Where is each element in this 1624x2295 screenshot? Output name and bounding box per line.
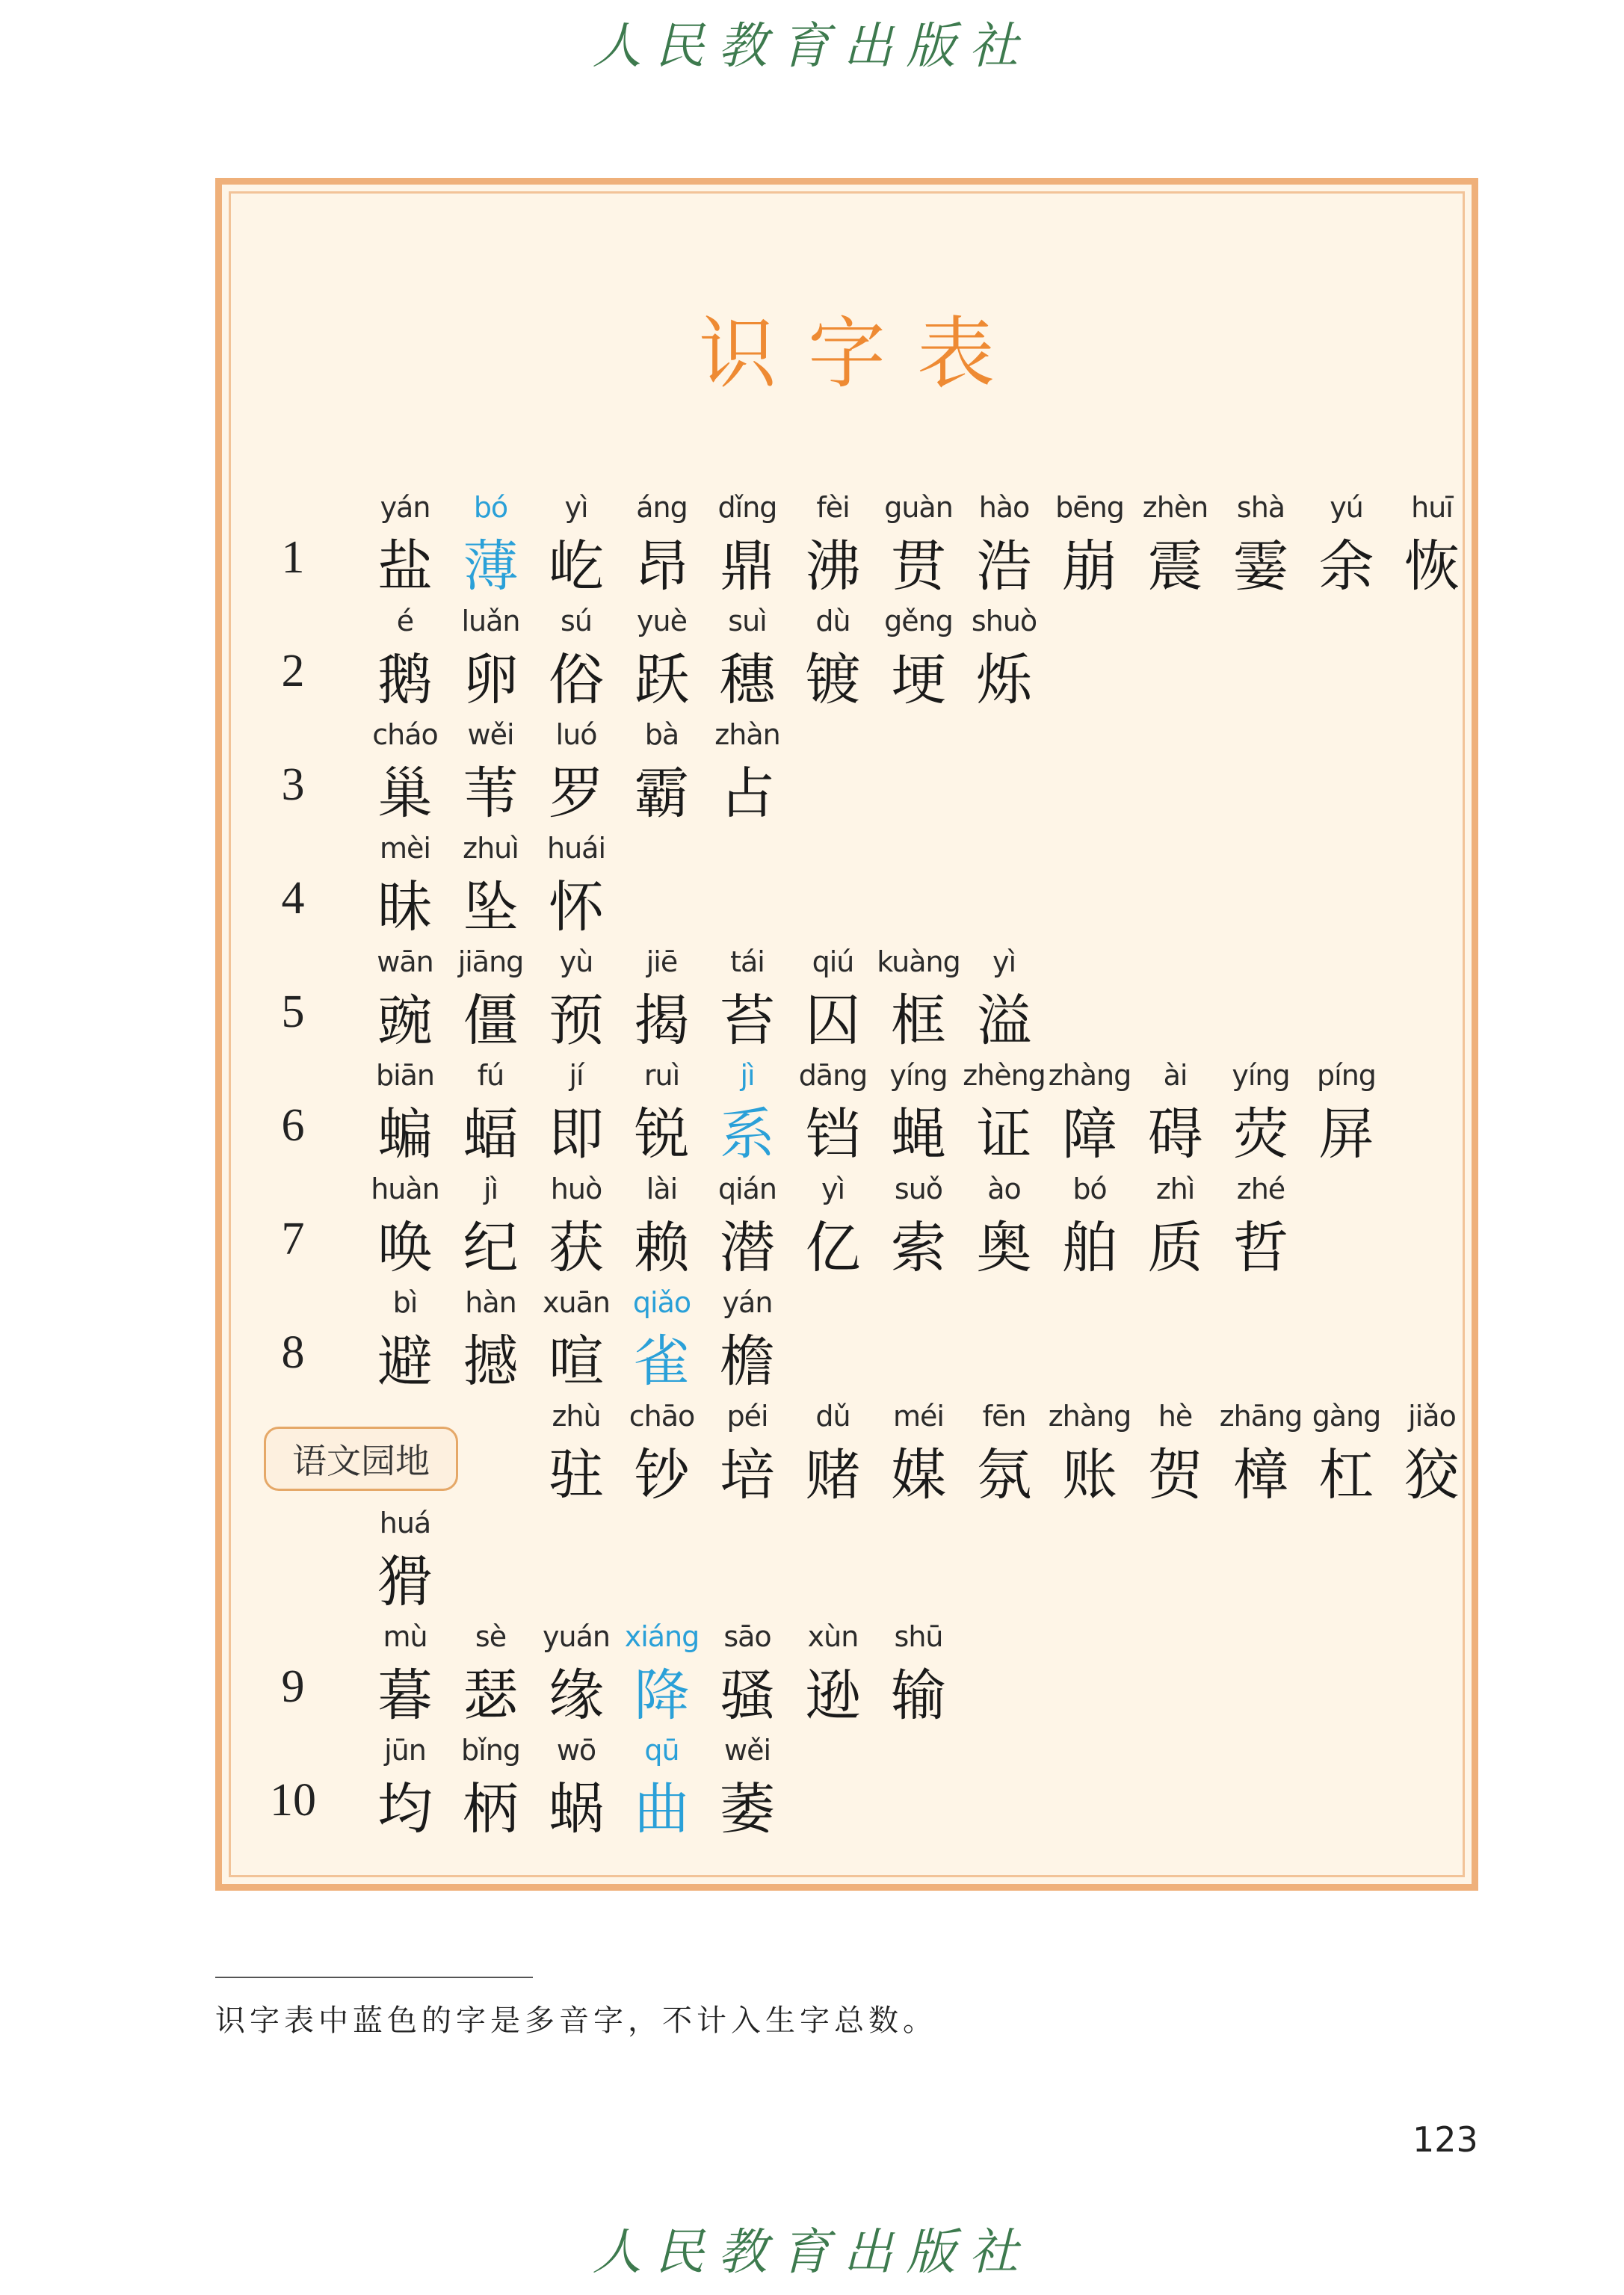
character-entry [791,605,876,717]
pinyin: zhèn [1142,491,1208,524]
character-entry [705,491,790,603]
hanzi: 亿 [805,1216,861,1280]
character-entry [448,1734,534,1846]
hanzi: 暮 [377,1664,433,1728]
character-entry [534,1734,619,1846]
pinyin: dù [815,605,850,637]
character-table-frame [215,178,1478,1891]
hanzi: 获 [549,1216,604,1280]
character-entry [534,1620,619,1732]
hanzi: 即 [549,1102,604,1167]
character-entry [1304,1059,1389,1171]
pinyin: yuán [543,1620,610,1653]
hanzi: 蝇 [891,1102,946,1167]
pinyin: bēng [1055,491,1124,524]
hanzi: 樟 [1233,1443,1288,1507]
hanzi: 溢 [976,989,1032,1053]
hanzi: 霸 [634,762,690,826]
hanzi: 杠 [1318,1443,1374,1507]
pinyin: wō [556,1734,596,1767]
character-entry [362,1173,448,1285]
pinyin: jiǎo [1408,1400,1456,1433]
character-entry [620,1400,705,1512]
character-entry [620,1059,705,1171]
pinyin: zhé [1236,1173,1285,1205]
lesson-number: 8 [281,1327,305,1378]
hanzi: 输 [891,1664,946,1728]
pinyin: jí [569,1059,584,1092]
character-entry [1047,1059,1132,1171]
pinyin: gàng [1312,1400,1381,1433]
character-entry [362,1059,448,1171]
footnote: 识字表中蓝色的字是多音字，不计入生字总数。 [215,2004,937,2038]
lesson-row [222,1507,1472,1619]
character-entry [620,1173,705,1285]
hanzi: 余 [1318,534,1374,599]
character-entry [962,491,1047,603]
lesson-row [222,1734,1472,1846]
hanzi: 柄 [463,1777,519,1841]
character-entry [1389,1400,1475,1512]
character-entry [705,718,790,830]
character-entry [1133,491,1218,603]
character-entry [362,605,448,717]
polyphone-character [448,491,534,603]
pinyin: bó [473,491,508,524]
character-entry [534,945,619,1057]
character-entry [534,491,619,603]
hanzi: 瑟 [463,1664,519,1728]
pinyin: sāo [723,1620,771,1653]
character-entry [534,605,619,717]
publisher-header-logo: 人民教育出版社 [592,17,1032,75]
lesson-row [222,832,1472,944]
character-entry [705,1620,790,1732]
hanzi: 浩 [976,534,1032,599]
character-entry [448,945,534,1057]
hanzi: 媒 [891,1443,946,1507]
hanzi: 蝠 [463,1102,519,1167]
hanzi: 索 [891,1216,946,1280]
pinyin: zhāng [1219,1400,1303,1433]
hanzi: 雀 [634,1329,690,1394]
character-entry [791,491,876,603]
character-entry [362,832,448,944]
pinyin: yán [722,1286,773,1319]
hanzi: 猾 [377,1550,433,1614]
hanzi: 账 [1062,1443,1117,1507]
pinyin: fèi [816,491,850,524]
hanzi: 钞 [634,1443,690,1507]
pinyin: yú [1330,491,1363,524]
hanzi: 镀 [805,648,861,712]
pinyin: jì [740,1059,755,1092]
pinyin: jiāng [457,945,524,978]
hanzi: 占 [720,762,775,826]
character-entry [620,605,705,717]
lesson-row [222,1173,1472,1285]
character-entry [534,1286,619,1398]
pinyin: tái [730,945,765,978]
lesson-number: 3 [281,759,305,810]
character-entry [1133,1059,1218,1171]
hanzi: 苔 [720,989,775,1053]
hanzi: 坠 [463,875,519,939]
character-entry [448,605,534,717]
pinyin: wěi [467,718,514,751]
character-entry [448,1173,534,1285]
pinyin: shuò [971,605,1037,637]
character-entry [620,945,705,1057]
pinyin: áng [636,491,688,524]
hanzi: 蝙 [377,1102,433,1167]
character-entry [534,1400,619,1512]
pinyin: huī [1411,491,1453,524]
hanzi: 降 [634,1664,690,1728]
lesson-number: 6 [281,1100,305,1151]
pinyin: luǎn [461,605,520,637]
pinyin: bà [644,718,679,751]
pinyin: zhàn [714,718,780,751]
hanzi: 骚 [720,1664,775,1728]
character-entry [962,605,1047,717]
hanzi: 驻 [549,1443,604,1507]
pinyin: huái [546,832,605,865]
character-entry [534,1173,619,1285]
pinyin: bì [392,1286,418,1319]
pinyin: yíng [1232,1059,1290,1092]
character-entry [1218,1400,1303,1512]
lesson-row [222,491,1472,603]
pinyin: biān [375,1059,435,1092]
hanzi: 撼 [463,1329,519,1394]
hanzi: 檐 [720,1329,775,1394]
polyphone-character [620,1286,705,1398]
hanzi: 震 [1147,534,1203,599]
pinyin: zhì [1155,1173,1195,1205]
pinyin: xùn [807,1620,859,1653]
lesson-row [222,1059,1472,1171]
pinyin: suǒ [894,1173,943,1205]
character-entry [362,1286,448,1398]
pinyin: yì [564,491,588,524]
character-entry [876,1620,961,1732]
pinyin: bǐng [461,1734,520,1767]
character-entry [362,1507,448,1619]
lesson-number: 5 [281,986,305,1037]
hanzi: 贯 [891,534,946,599]
character-entry [362,1620,448,1732]
pinyin: yuè [637,605,687,637]
hanzi: 豌 [377,989,433,1053]
hanzi: 俗 [549,648,604,712]
hanzi: 锐 [634,1102,690,1167]
hanzi: 喧 [549,1329,604,1394]
character-entry [791,1400,876,1512]
character-entry [1218,1173,1303,1285]
character-entry [448,1620,534,1732]
character-entry [791,945,876,1057]
hanzi: 唤 [377,1216,433,1280]
hanzi: 昧 [377,875,433,939]
pinyin: bó [1072,1173,1107,1205]
character-entry [1218,491,1303,603]
character-entry [362,1734,448,1846]
character-entry [1304,1400,1389,1512]
character-entry [962,1059,1047,1171]
polyphone-character [620,1620,705,1732]
character-entry [362,945,448,1057]
pinyin: huò [550,1173,602,1205]
character-entry [362,718,448,830]
hanzi: 霎 [1233,534,1288,599]
hanzi: 盐 [377,534,433,599]
hanzi: 障 [1062,1102,1117,1167]
pinyin: zhàng [1048,1059,1131,1092]
pinyin: zhuì [463,832,519,865]
pinyin: xiáng [624,1620,700,1653]
page-title: 识字表 [698,308,1026,399]
pinyin: mù [383,1620,427,1653]
lesson-row [222,1400,1472,1512]
hanzi: 恢 [1404,534,1460,599]
pinyin: huá [379,1507,431,1539]
character-entry [876,1173,961,1285]
hanzi: 质 [1147,1216,1203,1280]
pinyin: kuàng [877,945,960,978]
pinyin: yù [559,945,593,978]
hanzi: 纪 [463,1216,519,1280]
character-entry [448,1286,534,1398]
character-entry [962,1173,1047,1285]
pinyin: méi [893,1400,944,1433]
pinyin: shū [894,1620,943,1653]
hanzi: 跃 [634,648,690,712]
pinyin: lài [646,1173,678,1205]
hanzi: 铛 [805,1102,861,1167]
character-entry [362,491,448,603]
hanzi: 僵 [463,989,519,1053]
hanzi: 培 [720,1443,775,1507]
hanzi: 荧 [1233,1102,1288,1167]
pinyin: luó [555,718,597,751]
polyphone-character [620,1734,705,1846]
hanzi: 贺 [1147,1443,1203,1507]
hanzi: 均 [377,1777,433,1841]
pinyin: chāo [629,1400,695,1433]
pinyin: qián [717,1173,777,1205]
yuwen-yuandi-badge: 语文园地 [264,1427,458,1491]
pinyin: gěng [884,605,953,637]
hanzi: 逊 [805,1664,861,1728]
hanzi: 埂 [891,648,946,712]
character-entry [534,1059,619,1171]
pinyin: ài [1163,1059,1188,1092]
publisher-footer-logo: 人民教育出版社 [592,2223,1032,2281]
lesson-row [222,605,1472,717]
hanzi: 穗 [720,648,775,712]
lesson-row [222,718,1472,830]
pinyin: fēn [982,1400,1026,1433]
hanzi: 苇 [463,762,519,826]
lesson-row [222,1286,1472,1398]
hanzi: 曲 [634,1777,690,1841]
pinyin: péi [726,1400,768,1433]
hanzi: 证 [976,1102,1032,1167]
hanzi: 碍 [1147,1102,1203,1167]
character-entry [1047,491,1132,603]
lesson-number: 10 [270,1775,316,1826]
character-entry [876,945,961,1057]
pinyin: yíng [889,1059,948,1092]
character-entry [534,832,619,944]
hanzi: 蜗 [549,1777,604,1841]
hanzi: 缘 [549,1664,604,1728]
hanzi: 屹 [549,534,604,599]
hanzi: 怀 [549,875,604,939]
hanzi: 系 [720,1102,775,1167]
character-entry [1304,491,1389,603]
lesson-number: 7 [281,1214,305,1264]
lesson-number: 2 [281,646,305,696]
pinyin: yì [992,945,1016,978]
character-entry [534,718,619,830]
character-entry [705,945,790,1057]
pinyin: hè [1158,1400,1193,1433]
pinyin: yán [380,491,430,524]
character-entry [1133,1400,1218,1512]
character-entry [876,491,961,603]
page-number: 123 [1412,2119,1478,2160]
hanzi: 赌 [805,1443,861,1507]
pinyin: qiǎo [632,1286,691,1319]
hanzi: 屏 [1318,1102,1374,1167]
pinyin: xuān [543,1286,610,1319]
character-entry [791,1173,876,1285]
character-entry [876,605,961,717]
character-entry [962,945,1047,1057]
character-entry [1218,1059,1303,1171]
lesson-number: 4 [281,873,305,924]
hanzi: 鹅 [377,648,433,712]
hanzi: 氛 [976,1443,1032,1507]
pinyin: qū [644,1734,679,1767]
lesson-row [222,1620,1472,1732]
character-entry [791,1620,876,1732]
hanzi: 赖 [634,1216,690,1280]
hanzi: 避 [377,1329,433,1394]
lesson-number: 1 [281,532,305,583]
footnote-divider [215,1977,533,1978]
character-entry [876,1059,961,1171]
character-entry [876,1400,961,1512]
pinyin: é [396,605,414,637]
character-entry [1047,1400,1132,1512]
pinyin: suì [728,605,767,637]
pinyin: jì [483,1173,498,1205]
pinyin: hào [978,491,1030,524]
lesson-number: 9 [281,1661,305,1712]
character-entry [705,605,790,717]
hanzi: 卵 [463,648,519,712]
pinyin: dāng [798,1059,868,1092]
pinyin: ào [987,1173,1021,1205]
pinyin: guàn [884,491,953,524]
pinyin: ruì [643,1059,680,1092]
hanzi: 鼎 [720,534,775,599]
pinyin: jiē [646,945,678,978]
pinyin: wěi [723,1734,771,1767]
pinyin: yì [821,1173,845,1205]
character-entry [791,1059,876,1171]
pinyin: píng [1317,1059,1376,1092]
hanzi: 潜 [720,1216,775,1280]
hanzi: 崩 [1062,534,1117,599]
character-entry [705,1173,790,1285]
character-entry [705,1734,790,1846]
character-entry [620,491,705,603]
pinyin: wān [377,945,433,978]
pinyin: shà [1236,491,1285,524]
hanzi: 巢 [377,762,433,826]
hanzi: 舶 [1062,1216,1117,1280]
character-entry [620,718,705,830]
hanzi: 狡 [1404,1443,1460,1507]
pinyin: fú [477,1059,504,1092]
hanzi: 奥 [976,1216,1032,1280]
pinyin: mèi [380,832,430,865]
hanzi: 沸 [805,534,861,599]
pinyin: zhèng [963,1059,1046,1092]
hanzi: 框 [891,989,946,1053]
hanzi: 昂 [634,534,690,599]
lesson-row [222,945,1472,1057]
pinyin: qiú [812,945,854,978]
pinyin: hàn [465,1286,516,1319]
pinyin: jūn [384,1734,426,1767]
hanzi: 萎 [720,1777,775,1841]
character-entry [705,1400,790,1512]
pinyin: huàn [371,1173,439,1205]
pinyin: dǔ [815,1400,850,1433]
hanzi: 哲 [1233,1216,1288,1280]
pinyin: zhàng [1048,1400,1131,1433]
hanzi: 罗 [549,762,604,826]
character-entry [1047,1173,1132,1285]
character-entry [1389,491,1475,603]
hanzi: 囚 [805,989,861,1053]
character-entry [705,1286,790,1398]
character-entry [1133,1173,1218,1285]
hanzi: 烁 [976,648,1032,712]
pinyin: dǐng [717,491,777,524]
pinyin: cháo [372,718,438,751]
polyphone-character [705,1059,790,1171]
character-entry [962,1400,1047,1512]
hanzi: 薄 [463,534,519,599]
pinyin: sè [475,1620,507,1653]
pinyin: zhù [552,1400,601,1433]
hanzi: 预 [549,989,604,1053]
pinyin: sú [561,605,592,637]
character-entry [448,718,534,830]
hanzi: 揭 [634,989,690,1053]
character-entry [448,1059,534,1171]
character-entry [448,832,534,944]
